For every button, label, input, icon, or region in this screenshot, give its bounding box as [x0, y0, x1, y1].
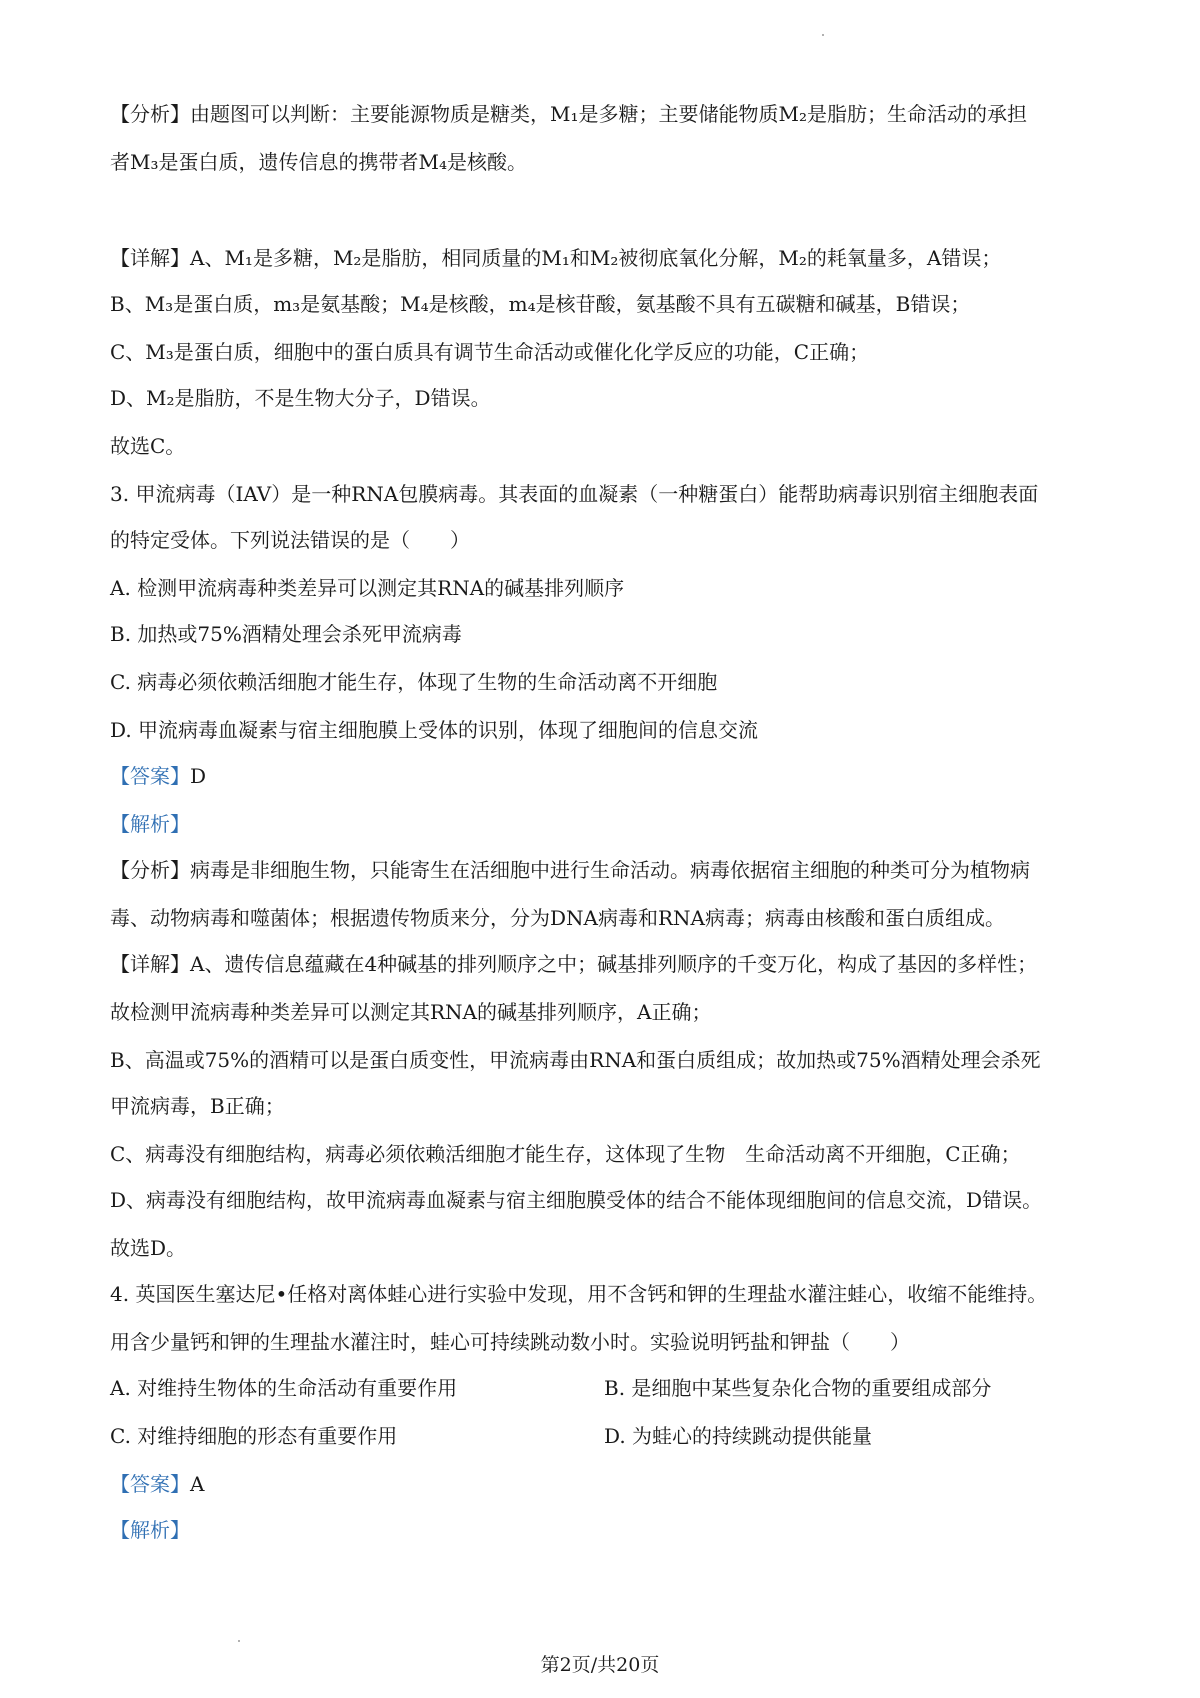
q3-detail-line-3: B、高温或75%的酒精可以是蛋白质变性，甲流病毒由RNA和蛋白质组成；故加热或75%酒精处理会杀死 [110, 1048, 1041, 1072]
q2-detail-line-1: 【详解】A、M₁是多糖，M₂是脂肪，相同质量的M₁和M₂被彻底氧化分解，M₂的耗氧量多，A错误； [110, 246, 1002, 270]
q4-stem-line-2: 用含少量钙和钾的生理盐水灌注时，蛙心可持续跳动数小时。实验说明钙盐和钾盐（ ） [110, 1330, 910, 1354]
q2-detail-line-3: C、M₃是蛋白质，细胞中的蛋白质具有调节生命活动或催化化学反应的功能，C正确； [110, 340, 870, 364]
q2-detail-line-4: D、M₂是脂肪，不是生物大分子，D错误。 [110, 386, 491, 410]
q3-option-c: C. 病毒必须依赖活细胞才能生存，体现了生物的生命活动离不开细胞 [110, 670, 718, 694]
q4-option-d: D. 为蛙心的持续跳动提供能量 [604, 1424, 873, 1448]
q3-answer-row [110, 762, 1110, 790]
q2-analysis-line-1: 【分析】由题图可以判断：主要能源物质是糖类，M₁是多糖；主要储能物质M₂是脂肪；生命活动的承担 [110, 102, 1027, 126]
q4-option-a: A. 对维持生物体的生命活动有重要作用 [110, 1376, 458, 1400]
q2-analysis-line-2: 者M₃是蛋白质，遗传信息的携带者M₄是核酸。 [110, 150, 527, 174]
q3-option-a: A. 检测甲流病毒种类差异可以测定其RNA的碱基排列顺序 [110, 576, 625, 600]
q3-option-b: B. 加热或75%酒精处理会杀死甲流病毒 [110, 622, 462, 646]
explanation-label: 【解析】 [110, 812, 190, 836]
q3-detail-line-5: C、病毒没有细胞结构，病毒必须依赖活细胞才能生存，这体现了生物 生命活动离不开细胞，C正确； [110, 1142, 1021, 1166]
q3-stem-line-1: 3. 甲流病毒（IAV）是一种RNA包膜病毒。其表面的血凝素（一种糖蛋白）能帮助病毒识别宿主细胞表面 [110, 482, 1039, 506]
q3-stem-line-2: 的特定受体。下列说法错误的是（ ） [110, 528, 470, 552]
q4-answer-row [110, 1470, 1110, 1498]
answer-label: 【答案】 [110, 764, 190, 788]
scan-speck [822, 34, 824, 36]
q3-option-d: D. 甲流病毒血凝素与宿主细胞膜上受体的识别，体现了细胞间的信息交流 [110, 718, 759, 742]
answer-value: D [190, 764, 207, 788]
q2-conclusion: 故选C。 [110, 434, 186, 458]
q3-analysis-line-1: 【分析】病毒是非细胞生物，只能寄生在活细胞中进行生命活动。病毒依据宿主细胞的种类可分为植物病 [110, 858, 1030, 882]
q3-detail-line-6: D、病毒没有细胞结构，故甲流病毒血凝素与宿主细胞膜受体的结合不能体现细胞间的信息交流，D错误。 [110, 1188, 1043, 1212]
q4-stem-line-1: 4. 英国医生塞达尼•任格对离体蛙心进行实验中发现，用不含钙和钾的生理盐水灌注蛙心，收缩不能维持。 [110, 1282, 1048, 1306]
q3-conclusion: 故选D。 [110, 1236, 187, 1260]
answer-label: 【答案】 [110, 1472, 190, 1496]
q4-option-c: C. 对维持细胞的形态有重要作用 [110, 1424, 398, 1448]
q3-analysis-line-2: 毒、动物病毒和噬菌体；根据遗传物质来分，分为DNA病毒和RNA病毒；病毒由核酸和蛋白质组成。 [110, 906, 1005, 930]
q3-detail-line-1: 【详解】A、遗传信息蕴藏在4种碱基的排列顺序之中；碱基排列顺序的千变万化，构成了基因的多样性； [110, 952, 1038, 976]
q3-detail-line-4: 甲流病毒，B正确； [110, 1094, 285, 1118]
q3-detail-line-2: 故检测甲流病毒种类差异可以测定其RNA的碱基排列顺序，A正确； [110, 1000, 712, 1024]
q4-option-b: B. 是细胞中某些复杂化合物的重要组成部分 [604, 1376, 992, 1400]
answer-value: A [190, 1472, 205, 1496]
scan-speck [238, 1640, 240, 1642]
q2-detail-line-2: B、M₃是蛋白质，m₃是氨基酸；M₄是核酸，m₄是核苷酸，氨基酸不具有五碳糖和碱基，B错误； [110, 292, 971, 316]
explanation-label: 【解析】 [110, 1518, 190, 1542]
page-number: 第2页/共20页 [540, 1654, 660, 1676]
